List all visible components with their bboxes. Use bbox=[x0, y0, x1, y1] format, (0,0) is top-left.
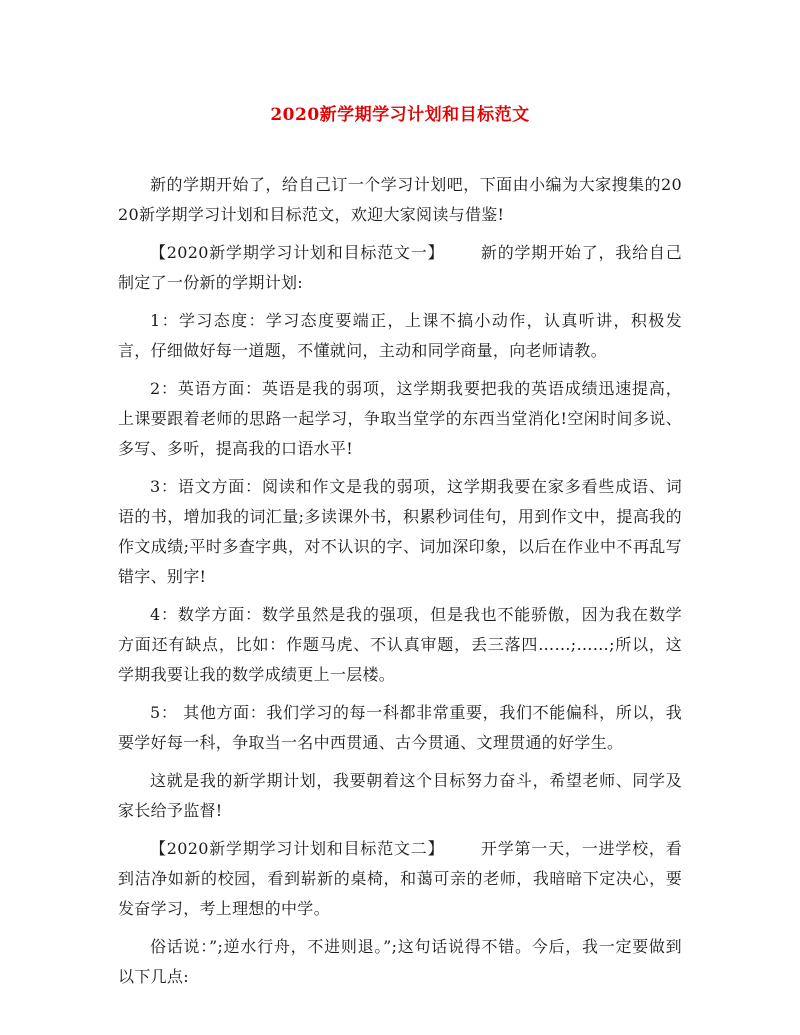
paragraph-text: 新的学期开始了，给自己订一个学习计划吧，下面由小编为大家搜集的2020新学期学习计划和目标范文，欢迎大家阅读与借鉴! bbox=[118, 175, 682, 224]
section-heading: 【2020新学期学习计划和目标范文一】 bbox=[150, 243, 445, 262]
document-title: 2020新学期学习计划和目标范文 bbox=[270, 105, 530, 125]
paragraph-text: 开学第一天，一进学校，看到洁净如新的校园，看到崭新的桌椅，和蔼可亲的老师，我暗暗下定决心，要发奋学习，考上理想的中学。 bbox=[118, 839, 682, 918]
paragraph-text: 3：语文方面：阅读和作文是我的弱项，这学期我要在家多看些成语、词语的书，增加我的词汇量;多读课外书，积累秒词佳句，用到作文中，提高我的作文成绩;平时多查字典，对不认识的字、词加深印象，以后在作业中不再乱写错字、别字! bbox=[118, 477, 682, 586]
paragraph-conclusion bbox=[118, 766, 682, 826]
paragraph-section-two bbox=[118, 834, 682, 924]
paragraph-text: 1：学习态度：学习态度要端正，上课不搞小动作，认真听讲，积极发言，仔细做好每一道题，不懂就问，主动和同学商量，向老师请教。 bbox=[118, 311, 682, 360]
paragraph-section-one bbox=[118, 238, 682, 298]
paragraph-proverb bbox=[118, 932, 682, 992]
paragraph-item-5 bbox=[118, 698, 682, 758]
paragraph-item-4 bbox=[118, 600, 682, 690]
paragraph-text: 俗话说：”;逆水行舟，不进则退。”;这句话说得不错。今后，我一定要做到以下几点: bbox=[118, 937, 682, 986]
paragraph-text: 新的学期开始了，我给自己制定了一份新的学期计划: bbox=[118, 243, 682, 292]
paragraph-text: 4：数学方面：数学虽然是我的强项，但是我也不能骄傲，因为我在数学方面还有缺点，比如：作题马虎、不认真审题，丢三落四……;……;所以，这学期我要让我的数学成绩更上一层楼。 bbox=[118, 605, 682, 684]
paragraph-item-2 bbox=[118, 374, 682, 464]
paragraph-text: 这就是我的新学期计划，我要朝着这个目标努力奋斗，希望老师、同学及家长给予监督! bbox=[118, 771, 682, 820]
paragraph-text: 5： 其他方面：我们学习的每一科都非常重要，我们不能偏科，所以，我要学好每一科，争取当一名中西贯通、古今贯通、文理贯通的好学生。 bbox=[118, 703, 682, 752]
paragraph-intro bbox=[118, 170, 682, 230]
paragraph-text: 2：英语方面：英语是我的弱项，这学期我要把我的英语成绩迅速提高，上课要跟着老师的思路一起学习，争取当堂学的东西当堂消化!空闲时间多说、多写、多听，提高我的口语水平! bbox=[118, 379, 682, 458]
section-heading: 【2020新学期学习计划和目标范文二】 bbox=[150, 839, 445, 858]
paragraph-item-1 bbox=[118, 306, 682, 366]
paragraph-item-3 bbox=[118, 472, 682, 592]
